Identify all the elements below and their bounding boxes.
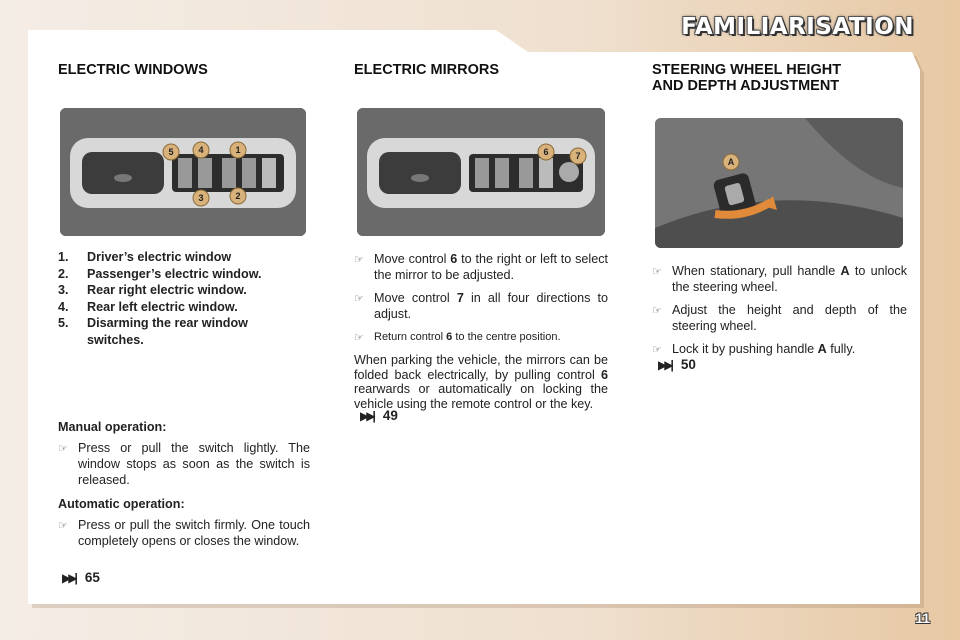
list-item: 3. Rear right electric window. (58, 283, 247, 297)
photo-label-7: 7 (575, 151, 581, 161)
mirror-bullet-3: ☞ Return control 6 to the centre position. (354, 331, 561, 344)
steering-bullet-2: ☞ Adjust the height and depth of the steering wheel. (652, 303, 907, 333)
steering-handle-photo (655, 118, 903, 248)
pointing-hand-icon: ☞ (354, 254, 364, 266)
electric-mirrors-section (354, 62, 608, 78)
ref-49[interactable]: ▶▶| 49 (360, 408, 398, 423)
manual-operation-block (58, 420, 310, 556)
mirror-bullet-1: ☞ Move control 6 to the right or left to select the mirror to be adjusted. (354, 252, 609, 282)
list-item: 1. Driver’s electric window (58, 250, 232, 264)
mirror-instructions (354, 251, 608, 411)
ref-65[interactable]: ▶▶| 65 (62, 570, 100, 585)
pointing-hand-icon: ☞ (354, 332, 364, 344)
electric-windows-section (58, 62, 310, 78)
photo-label-1: 1 (235, 145, 241, 155)
mirror-switch-photo (357, 108, 605, 236)
steering-instructions (652, 263, 907, 365)
photo-label-5: 5 (168, 147, 174, 157)
photo-label-a: A (727, 157, 735, 167)
steering-title-line1: STEERING WHEEL HEIGHT (652, 62, 842, 78)
mirror-bullet-2: ☞ Move control 7 in all four directions to adjust. (354, 291, 609, 321)
list-item: 5. Disarming the rear window switches. (58, 316, 248, 347)
electric-mirrors-title: ELECTRIC MIRRORS (354, 62, 499, 78)
automatic-operation-title: Automatic operation: (58, 497, 185, 511)
photo-label-6: 6 (543, 147, 549, 157)
section-banner: FAMILIARISATION (681, 14, 914, 40)
list-item: 4. Rear left electric window. (58, 299, 238, 314)
steering-bullet-1: ☞ When stationary, pull handle A to unlock the steering wheel. (652, 264, 907, 294)
photo-label-4: 4 (198, 145, 204, 155)
photo-label-2: 2 (235, 191, 241, 201)
pointing-hand-icon: ☞ (652, 266, 662, 278)
automatic-operation-bullet: ☞ Press or pull the switch firmly. One touch completely opens or closes the window. (58, 518, 310, 548)
photo-label-3: 3 (198, 193, 204, 203)
double-arrow-icon: ▶▶| (360, 408, 373, 423)
manual-operation-bullet: ☞ Press or pull the switch lightly. The window stops as soon as the switch is released. (58, 441, 310, 487)
window-switch-list (58, 249, 310, 348)
steering-title-line2: AND DEPTH ADJUSTMENT (652, 78, 840, 94)
double-arrow-icon: ▶▶| (658, 357, 671, 372)
pointing-hand-icon: ☞ (652, 344, 662, 356)
ref-50[interactable]: ▶▶| 50 (658, 357, 696, 372)
pointing-hand-icon: ☞ (652, 305, 662, 317)
mirror-folding-paragraph: When parking the vehicle, the mirrors can be folded back electrically, by pulling control 6 rearwards or automatically on locking the vehicle using the remote control or the key. (354, 353, 608, 411)
pointing-hand-icon: ☞ (354, 293, 364, 305)
pointing-hand-icon: ☞ (58, 443, 68, 455)
list-item: 2. Passenger’s electric window. (58, 266, 262, 281)
manual-operation-title: Manual operation: (58, 420, 167, 434)
steering-bullet-3: ☞ Lock it by pushing handle A fully. (652, 342, 856, 356)
double-arrow-icon: ▶▶| (62, 570, 75, 585)
steering-section (652, 62, 907, 94)
pointing-hand-icon: ☞ (58, 520, 68, 532)
electric-windows-title: ELECTRIC WINDOWS (58, 62, 208, 78)
page-number: 11 (915, 610, 930, 626)
window-switch-photo (60, 108, 306, 236)
